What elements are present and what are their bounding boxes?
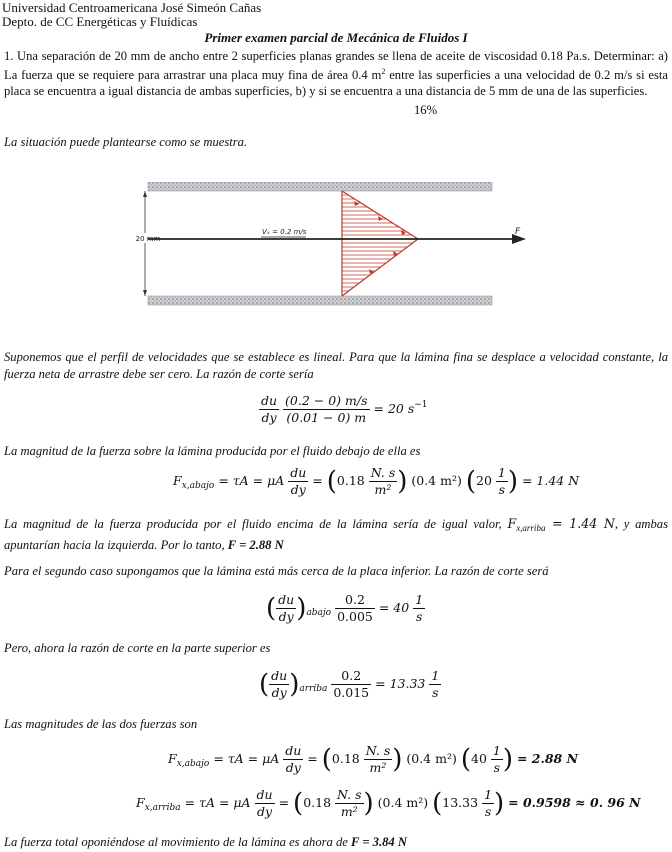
exam-title: Primer examen parcial de Mecánica de Fluidos I — [204, 30, 468, 45]
solution-paragraph-5: Para el segundo caso supongamos que la lámina está más cerca de la placa inferior. La razón de corte será — [4, 564, 549, 578]
department-name: Depto. de CC Energéticas y Fluídicas — [2, 14, 198, 29]
equation-force-below-1: $F_{x,abajo} = \tau A = \mu A$ $\frac{du}{dy}$ = (0.18 $\frac{N. s}{\text{m²}}$ ) (0.4 m²) (20 $\frac{1}{s}$ ) = 1.44 N — [173, 465, 580, 497]
solution-paragraph-3: La magnitud de la fuerza sobre la lámina producida por el fluido debajo de ella es — [4, 444, 421, 458]
solution-paragraph-4: La magnitud de la fuerza producida por el fluido encima de la lámina sería de igual valor, $F_{x,arriba} = 1.44$ N, y ambas apuntarían hacia la izquierda. Por lo tanto, F = 2.88 N — [4, 516, 669, 552]
bottom-plate — [148, 296, 492, 305]
solution-paragraph-8: La fuerza total oponiéndose al movimiento de la lámina es ahora de F = 3.84 N — [4, 835, 407, 849]
solution-intro: La situación puede plantearse como se muestra. — [4, 135, 248, 149]
equation-force-below-2: $F_{x,abajo} = \tau A = \mu A$ $\frac{du}{dy}$ = (0.18 $\frac{N. s}{\text{m²}}$ ) (0.4 m²) (40 $\frac{1}{s}$ ) = 2.88 N — [168, 743, 579, 775]
flow-diagram — [128, 182, 540, 316]
solution-paragraph-2: Suponemos que el perfil de velocidades que se establece es lineal. Para que la lámina fina se desplace a velocidad constante, la fuerza neta de arrastre debe ser cero. La razón de corte sería — [4, 350, 668, 381]
top-plate — [148, 182, 492, 191]
force-label: F — [515, 227, 521, 237]
equation-shear-rate-1: $\frac{du}{dy}$ $\frac{(0.2 - 0) m/s}{(0.01 - 0) m}$ = 20 $s^{-1}$ — [261, 393, 428, 425]
solution-paragraph-7: Las magnitudes de las dos fuerzas son — [4, 717, 198, 731]
equation-force-above-2: $F_{x,arriba} = \tau A = \mu A$ $\frac{du}{dy}$ = (0.18 $\frac{N. s}{\text{m²}}$ ) (0.4 m²) (13.33 $\frac{1}{s}$ ) = 0.9598 ≈ 0. 96 N — [136, 787, 641, 819]
university-name: Universidad Centroamericana José Simeón Cañas — [2, 0, 262, 15]
equation-shear-rate-above: ( $\frac{du}{dy}$ )$_{arriba}$ $\frac{0.2}{0.015}$ = 13.33 $\frac{1}{s}$ — [259, 668, 440, 700]
velocity-label: Vₓ = 0.2 m/s — [262, 228, 307, 236]
solution-paragraph-6: Pero, ahora la razón de corte en la parte superior es — [4, 641, 271, 655]
gap-dimension-label: 20 mm — [135, 235, 161, 243]
question-1: 1. Una separación de 20 mm de ancho entre 2 superficies planas grandes se llena de aceite de viscosidad 0.18 Pa.s. Determinar: a) La fuerza que se requiere para arrastrar una placa muy fina de área 0.4 $m^2$ entre las superficies a una velocidad de 0.2 m/s si esta placa se encuentra a igual distancia de ambas superficies, b) y si se encuentra a una distancia de 5 mm de una de las superficies. — [4, 49, 669, 99]
question-points: 16% — [414, 103, 438, 117]
equation-shear-rate-below: ( $\frac{du}{dy}$ )$_{abajo}$ $\frac{0.2}{0.005}$ = 40 $\frac{1}{s}$ — [266, 592, 424, 624]
